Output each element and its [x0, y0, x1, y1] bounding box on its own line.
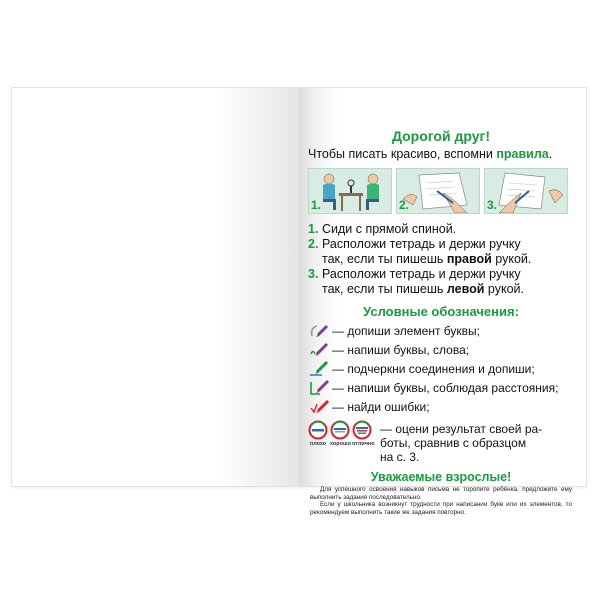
pen-red-check-icon — [308, 398, 330, 415]
pen-underline-blue-icon — [308, 360, 330, 377]
page-title: Дорогой друг! — [391, 128, 491, 144]
adults-title: Уважаемые взрослые! — [370, 470, 512, 484]
legend-text: — найди ошибки; — [332, 399, 430, 414]
posture-pictures — [308, 168, 574, 214]
legend-item — [308, 321, 574, 340]
right-hand-writing-icon — [397, 169, 479, 213]
self-evaluation — [308, 420, 574, 464]
picture-number: 3. — [487, 198, 498, 212]
legend-list — [308, 321, 574, 416]
picture-left-hand — [484, 168, 568, 214]
picture-number: 1. — [311, 198, 322, 212]
pen-corner-green-icon — [308, 379, 330, 396]
pen-gray-violet-icon — [308, 322, 330, 339]
rule-number: 2. — [308, 237, 319, 251]
face-good-icon — [330, 420, 350, 440]
picture-number: 2. — [399, 198, 410, 212]
evaluation-text: — оцени результат своей ра- боты, сравнив с образцом на с. 3. — [380, 422, 543, 464]
rule-bold-word: правой — [446, 252, 492, 266]
intro-text: Чтобы писать красиво, вспомни правила. — [308, 147, 553, 161]
face-excellent-icon — [352, 420, 372, 440]
sitting-children-icon — [309, 169, 391, 213]
page-content — [308, 128, 574, 516]
rule-item — [308, 222, 574, 237]
rule-item — [308, 267, 574, 297]
legend-text: — допиши элемент буквы; — [332, 323, 480, 338]
left-hand-writing-icon — [485, 169, 567, 213]
rule-text: Расположи тетрадь и держи ручку так, если ты пишешь левой рукой. — [322, 267, 524, 296]
legend-text: — напиши буквы, соблюдая расстояния; — [332, 380, 559, 395]
left-page-blank — [12, 88, 299, 486]
intro-highlight: правила — [496, 147, 549, 161]
adults-note — [308, 486, 574, 516]
rule-item — [308, 237, 574, 267]
adults-paragraph: Для успешного освоения навыков письма не торопите ребёнка, предложите ему выполнить задания последовательно. — [310, 486, 572, 501]
caption-good: хорошо — [330, 441, 351, 447]
face-captions — [308, 441, 374, 447]
adults-paragraph: Если у школьника возникнут трудности при написании букв или их элементов, то рекомендуем выполнить такие же задания повторно. — [310, 501, 572, 516]
legend-item — [308, 397, 574, 416]
legend-item — [308, 340, 574, 359]
face-bad-icon — [308, 420, 328, 440]
rule-number: 3. — [308, 267, 319, 281]
rules-list — [308, 222, 574, 297]
caption-excellent: отлично — [352, 441, 375, 447]
caption-bad: плохо — [309, 441, 327, 447]
evaluation-faces — [308, 420, 374, 464]
legend-text: — подчеркни соединения и допиши; — [332, 361, 535, 376]
rule-bold-word: левой — [446, 282, 485, 296]
picture-sitting-posture — [308, 168, 392, 214]
legend-item — [308, 378, 574, 397]
pen-violet-green-icon — [308, 341, 330, 358]
legend-item — [308, 359, 574, 378]
legend-title: Условные обозначения: — [363, 304, 519, 319]
rule-number: 1. — [308, 222, 319, 236]
rule-text: Расположи тетрадь и держи ручку так, если ты пишешь правой рукой. — [322, 237, 532, 266]
rule-text: Сиди с прямой спиной. — [322, 222, 457, 236]
picture-right-hand — [396, 168, 480, 214]
legend-text: — напиши буквы, слова; — [332, 342, 470, 357]
